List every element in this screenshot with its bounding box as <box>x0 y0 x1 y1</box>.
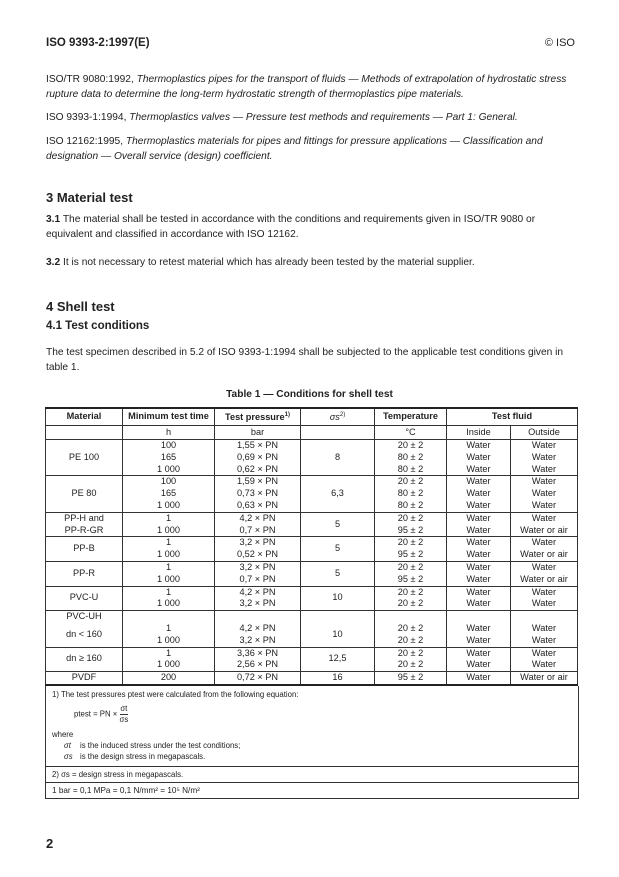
cell-temp: 20 ± 2 <box>375 659 447 671</box>
unit-bar: bar <box>215 426 301 440</box>
cell-outside: Water or air <box>511 549 578 561</box>
col-test-fluid: Test fluid <box>447 408 578 426</box>
cell-outside: Water <box>511 476 578 488</box>
cell-pressure: 0,72 × PN <box>215 672 301 685</box>
cell-inside: Water <box>447 598 511 610</box>
cell-time: 165 <box>123 488 215 500</box>
unit-h: h <box>123 426 215 440</box>
cell-time: 100 <box>123 440 215 452</box>
col-sigma: $\sigma s^{2)}$ <box>301 408 375 426</box>
reference-iso-9393-1 <box>46 110 576 125</box>
cell-pressure: 2,56 × PN <box>215 659 301 671</box>
cell-sigma: 16 <box>301 672 375 685</box>
cell-sigma: 6,3 <box>301 476 375 512</box>
cell-outside: Water or air <box>511 525 578 537</box>
cell-temp: 20 ± 2 <box>375 476 447 488</box>
cell-material: PE 100 <box>46 440 123 476</box>
cell-sigma: 10 <box>301 586 375 611</box>
cell-inside: Water <box>447 549 511 561</box>
equation-denominator: σs <box>119 715 129 724</box>
reference-iso-tr-9080 <box>46 72 576 102</box>
where-label: where <box>52 730 74 739</box>
unit-conversion-note: 1 bar = 0,1 MPa = 0,1 N/mm² = 10⁵ N/m² <box>52 786 200 795</box>
equation-left: ptest = PN × <box>74 709 118 719</box>
page-number: 2 <box>46 836 54 851</box>
reference-iso-12162 <box>46 134 576 164</box>
section-4-1-heading: 4.1 Test conditions <box>46 320 150 332</box>
cell-inside: Water <box>447 488 511 500</box>
document-id: ISO 9393-2:1997(E) <box>46 37 150 49</box>
unit-degc: °C <box>375 426 447 440</box>
unit-inside: Inside <box>447 426 511 440</box>
table-row <box>46 512 578 524</box>
cell-time: 1 000 <box>123 525 215 537</box>
cell-sigma: 10 <box>301 623 375 647</box>
cell-temp: 20 ± 2 <box>375 537 447 549</box>
cell-inside: Water <box>447 537 511 549</box>
cell-pressure: 3,2 × PN <box>215 635 301 647</box>
unit-outside: Outside <box>511 426 578 440</box>
cell-sigma <box>301 611 375 623</box>
cell-temp: 20 ± 2 <box>375 623 447 635</box>
cell-pressure: 3,2 × PN <box>215 537 301 549</box>
cell-inside: Water <box>447 647 511 659</box>
paragraph-4-1: The test specimen described in 5.2 of ISO 9393-1:1994 shall be subjected to the applicable test conditions given in table 1. <box>46 347 564 373</box>
paragraph-3-1 <box>46 212 576 242</box>
table-footnotes <box>45 686 579 799</box>
table-row <box>46 623 578 635</box>
cell-inside: Water <box>447 623 511 635</box>
conditions-table <box>45 407 578 686</box>
cell-time: 100 <box>123 476 215 488</box>
cell-temp: 20 ± 2 <box>375 647 447 659</box>
cell-sigma: 8 <box>301 440 375 476</box>
cell-material: PP-R <box>46 561 123 586</box>
table-row <box>46 561 578 573</box>
cell-temp: 95 ± 2 <box>375 549 447 561</box>
cell-material: dn ≥ 160 <box>46 647 123 672</box>
where-line-2: σs is the design stress in megapascals. <box>64 752 206 761</box>
cell-material: PP-H and PP-R-GR <box>46 512 123 537</box>
cell-sigma: 5 <box>301 512 375 537</box>
cell-outside: Water <box>511 512 578 524</box>
cell-material: PVC-UH <box>46 611 123 623</box>
cell-material: dn < 160 <box>46 623 123 647</box>
cell-material: PVC-U <box>46 586 123 611</box>
cell-temp: 95 ± 2 <box>375 574 447 586</box>
cell-outside: Water <box>511 488 578 500</box>
cell-temp: 80 ± 2 <box>375 464 447 476</box>
cell-pressure: 0,7 × PN <box>215 574 301 586</box>
cell-pressure: 0,69 × PN <box>215 452 301 464</box>
cell-outside: Water <box>511 647 578 659</box>
cell-pressure: 3,2 × PN <box>215 598 301 610</box>
cell-inside: Water <box>447 586 511 598</box>
cell-time: 1 000 <box>123 574 215 586</box>
cell-pressure: 0,63 × PN <box>215 500 301 512</box>
cell-time: 1 000 <box>123 598 215 610</box>
cell-temp: 20 ± 2 <box>375 561 447 573</box>
cell-time: 1 <box>123 537 215 549</box>
copyright: © ISO <box>544 37 575 49</box>
cell-inside: Water <box>447 452 511 464</box>
col-pressure: Test pressure$^{1)}$ <box>215 408 301 426</box>
cell-pressure: 3,2 × PN <box>215 561 301 573</box>
cell-time: 1 000 <box>123 635 215 647</box>
clause-number: 3.1 <box>46 214 61 225</box>
cell-pressure: 1,55 × PN <box>215 440 301 452</box>
table-row <box>46 440 578 452</box>
cell-time: 1 000 <box>123 549 215 561</box>
cell-outside: Water <box>511 440 578 452</box>
equation-numerator: σt <box>120 704 128 713</box>
cell-outside: Water or air <box>511 574 578 586</box>
cell-pressure: 0,7 × PN <box>215 525 301 537</box>
cell-temp: 20 ± 2 <box>375 512 447 524</box>
equation-fraction <box>120 704 129 725</box>
cell-pressure: 0,62 × PN <box>215 464 301 476</box>
cell-inside: Water <box>447 525 511 537</box>
footnote-1 <box>46 686 578 767</box>
cell-temp: 80 ± 2 <box>375 452 447 464</box>
unit-blank <box>46 426 123 440</box>
cell-inside: Water <box>447 635 511 647</box>
cell-outside: Water <box>511 586 578 598</box>
cell-time: 1 <box>123 586 215 598</box>
cell-inside: Water <box>447 464 511 476</box>
cell-time: 1 000 <box>123 500 215 512</box>
ref-code: ISO 12162:1995, <box>46 136 124 147</box>
cell-temp: 95 ± 2 <box>375 672 447 685</box>
table-row <box>46 586 578 598</box>
col-material: Material <box>46 408 123 426</box>
ref-title: Thermoplastics materials for pipes and fittings for pressure applications — Classification and designation — Overall service (design) coefficient. <box>46 136 543 162</box>
cell-pressure: 3,36 × PN <box>215 647 301 659</box>
cell-inside: Water <box>447 659 511 671</box>
ref-code: ISO 9393-1:1994, <box>46 112 127 123</box>
cell-temp: 95 ± 2 <box>375 525 447 537</box>
ref-title: Thermoplastics pipes for the transport of fluids — Methods of extrapolation of hydrostatic stress rupture data to determine the long-term hydrostatic strength of thermoplastics pipe materials. <box>46 74 567 100</box>
ref-title: Thermoplastics valves — Pressure test methods and requirements — Part 1: General. <box>129 112 518 123</box>
cell-inside: Water <box>447 561 511 573</box>
cell-temp: 20 ± 2 <box>375 598 447 610</box>
cell-outside: Water <box>511 537 578 549</box>
cell-pressure <box>215 611 301 623</box>
section-4-heading: 4 Shell test <box>46 299 115 314</box>
cell-temp: 80 ± 2 <box>375 488 447 500</box>
unit-blank <box>301 426 375 440</box>
cell-temp: 80 ± 2 <box>375 500 447 512</box>
col-min-time: Minimum test time <box>123 408 215 426</box>
cell-time: 1 <box>123 647 215 659</box>
cell-temp: 20 ± 2 <box>375 440 447 452</box>
cell-temp: 20 ± 2 <box>375 586 447 598</box>
cell-time: 1 <box>123 623 215 635</box>
table-row <box>46 476 578 488</box>
cell-outside: Water <box>511 623 578 635</box>
ref-code: ISO/TR 9080:1992, <box>46 74 134 85</box>
table-caption: Table 1 — Conditions for shell test <box>226 389 393 400</box>
cell-pressure: 4,2 × PN <box>215 623 301 635</box>
where-line-1: σt is the induced stress under the test conditions; <box>64 741 241 750</box>
col-temperature: Temperature <box>375 408 447 426</box>
cell-inside: Water <box>447 500 511 512</box>
table-row <box>46 672 578 685</box>
clause-text: The material shall be tested in accordance with the conditions and requirements given in ISO/TR 9080 or equivalent and classified in accordance with ISO 12162. <box>46 214 536 240</box>
cell-sigma: 5 <box>301 537 375 562</box>
cell-outside: Water <box>511 635 578 647</box>
cell-outside: Water <box>511 561 578 573</box>
cell-outside <box>511 611 578 623</box>
cell-inside <box>447 611 511 623</box>
equation <box>74 704 572 725</box>
cell-inside: Water <box>447 512 511 524</box>
cell-time: 1 <box>123 561 215 573</box>
cell-material: PP-B <box>46 537 123 562</box>
cell-inside: Water <box>447 672 511 685</box>
cell-time: 1 000 <box>123 659 215 671</box>
section-3-heading: 3 Material test <box>46 190 133 205</box>
cell-time: 1 <box>123 512 215 524</box>
cell-time: 165 <box>123 452 215 464</box>
table-row <box>46 537 578 549</box>
cell-time: 1 000 <box>123 464 215 476</box>
cell-outside: Water <box>511 464 578 476</box>
paragraph-3-2 <box>46 255 576 270</box>
cell-temp <box>375 611 447 623</box>
cell-pressure: 0,52 × PN <box>215 549 301 561</box>
footnote-1-text: 1) The test pressures ptest were calculated from the following equation: <box>52 690 299 699</box>
footnote-2: 2) σs = design stress in megapascals. <box>46 767 578 783</box>
cell-outside: Water or air <box>511 672 578 685</box>
clause-number: 3.2 <box>46 257 61 268</box>
clause-text: It is not necessary to retest material which has already been tested by the material supplier. <box>63 257 475 268</box>
cell-pressure: 1,59 × PN <box>215 476 301 488</box>
cell-material: PVDF <box>46 672 123 685</box>
cell-outside: Water <box>511 452 578 464</box>
cell-time: 200 <box>123 672 215 685</box>
cell-sigma: 12,5 <box>301 647 375 672</box>
cell-sigma: 5 <box>301 561 375 586</box>
cell-pressure: 4,2 × PN <box>215 586 301 598</box>
cell-outside: Water <box>511 598 578 610</box>
cell-temp: 20 ± 2 <box>375 635 447 647</box>
cell-material: PE 80 <box>46 476 123 512</box>
cell-outside: Water <box>511 500 578 512</box>
cell-outside: Water <box>511 659 578 671</box>
cell-inside: Water <box>447 440 511 452</box>
cell-inside: Water <box>447 476 511 488</box>
cell-inside: Water <box>447 574 511 586</box>
cell-pressure: 4,2 × PN <box>215 512 301 524</box>
cell-pressure: 0,73 × PN <box>215 488 301 500</box>
table-row <box>46 611 578 623</box>
cell-time <box>123 611 215 623</box>
table-row <box>46 647 578 659</box>
